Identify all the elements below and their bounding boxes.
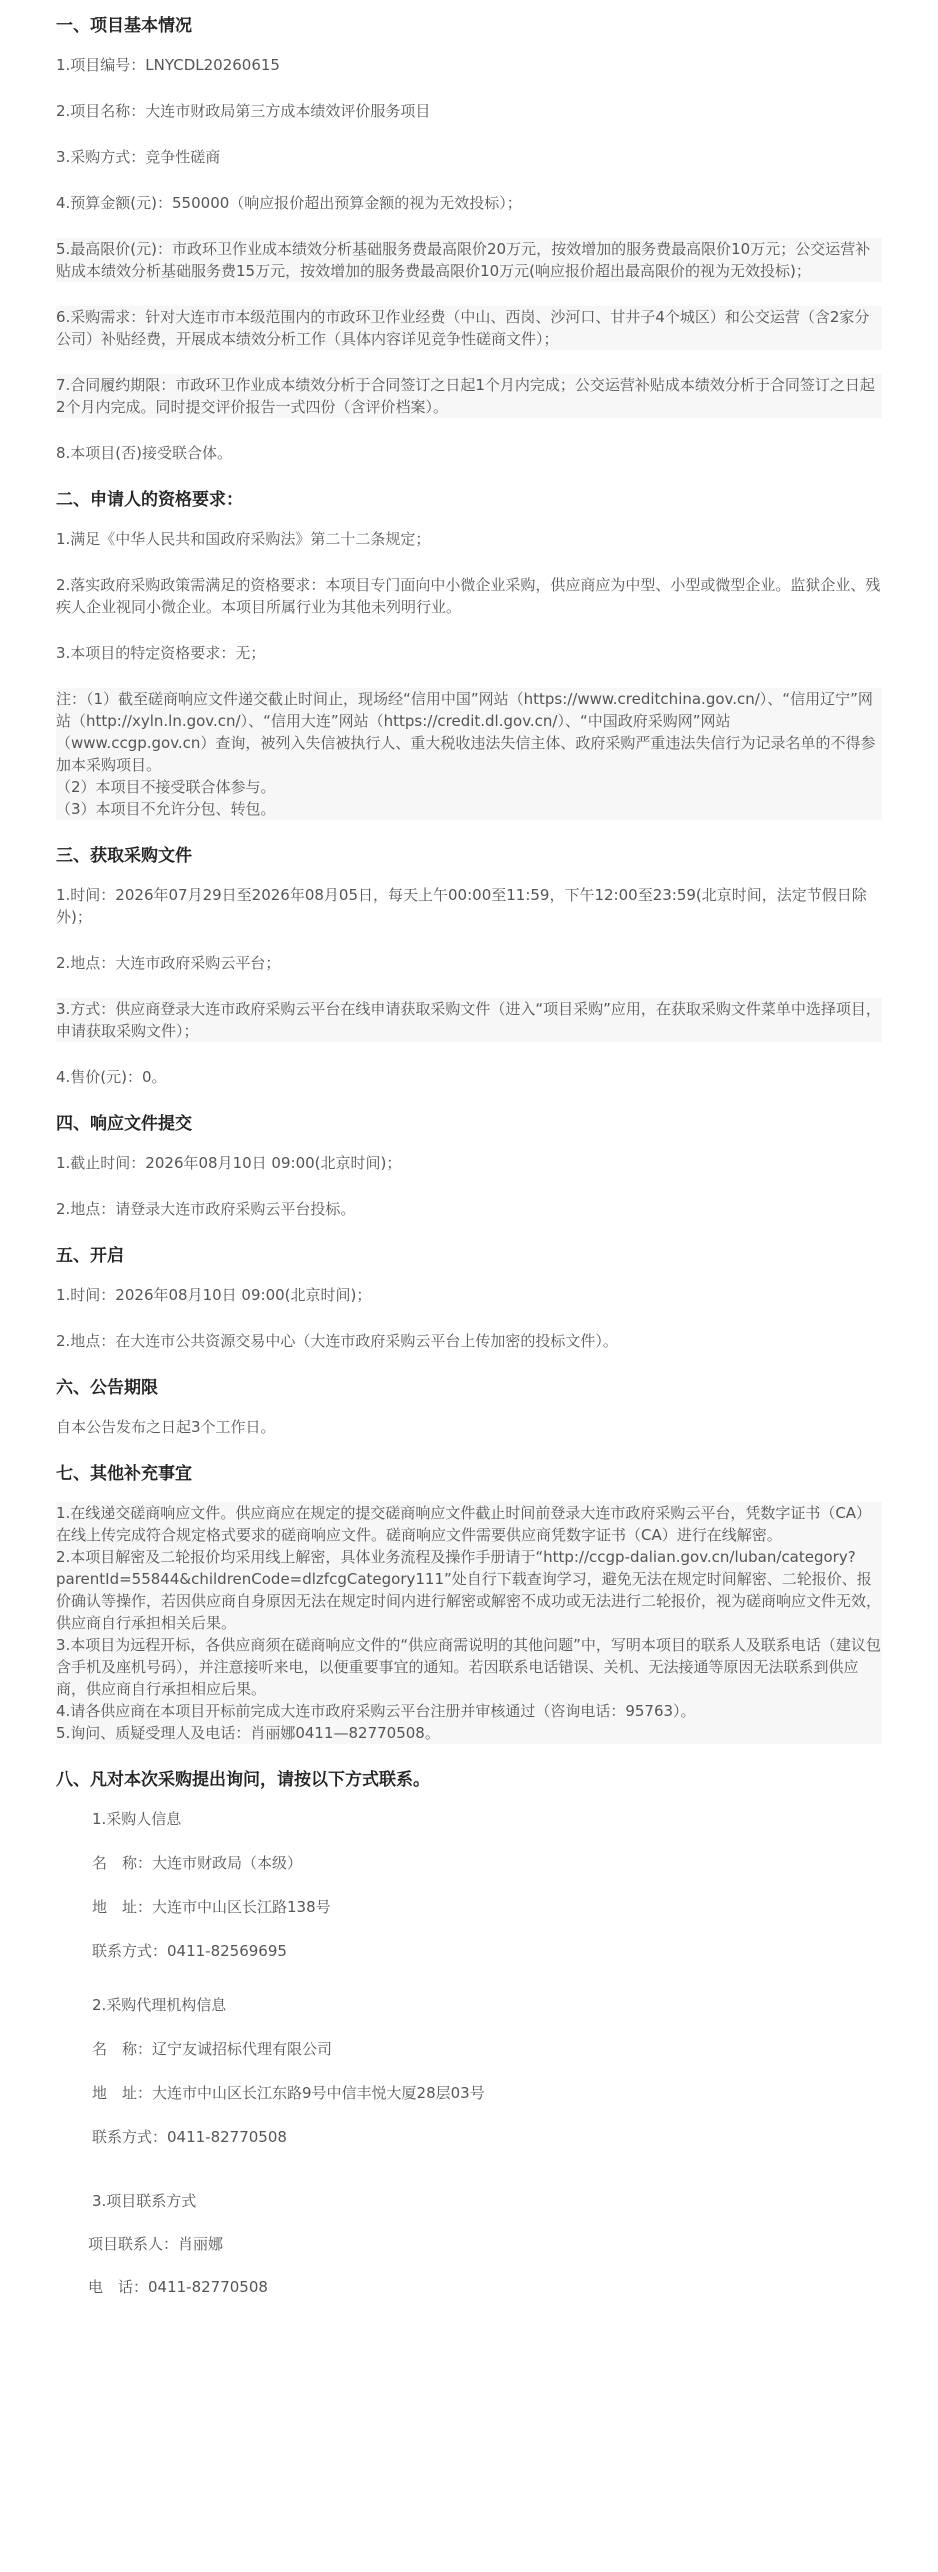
buyer-heading: 1.采购人信息	[92, 1810, 182, 1828]
section-title: 六、公告期限	[56, 1378, 158, 1398]
max-price: 5.最高限价(元)：市政环卫作业成本绩效分析基础服务费最高限价20万元，按效增加的服务费最高限价10万元；公交运营补贴成本绩效分析基础服务费15万元，按效增加的服务费最高限价10万元(响应报价超出最高限价的视为无效投标)；	[56, 238, 882, 282]
buyer-info	[56, 1808, 882, 1962]
contract-period: 7.合同履约期限：市政环卫作业成本绩效分析于合同签订之日起1个月内完成；公交运营补贴成本绩效分析于合同签订之日起2个月内完成。同时提交评价报告一式四份（含评价档案）。	[56, 374, 882, 418]
opening-place: 2.地点：在大连市公共资源交易中心（大连市政府采购云平台上传加密的投标文件）。	[56, 1332, 618, 1350]
agency-phone: 联系方式：0411-82770508	[92, 2128, 287, 2146]
project-contact-phone: 电 话：0411-82770508	[88, 2278, 268, 2296]
procurement-method: 3.采购方式：竞争性磋商	[56, 148, 221, 166]
buyer-address: 地 址：大连市中山区长江路138号	[92, 1898, 331, 1916]
section-title: 五、开启	[56, 1246, 124, 1266]
agency-heading: 2.采购代理机构信息	[92, 1996, 227, 2014]
qualification-3: 3.本项目的特定资格要求：无；	[56, 644, 266, 662]
buyer-phone: 联系方式：0411-82569695	[92, 1942, 287, 1960]
project-contact-info	[56, 2170, 882, 2297]
section-notice-period	[56, 1376, 882, 1438]
agency-address: 地 址：大连市中山区长江东路9号中信丰悦大厦28层03号	[92, 2084, 485, 2102]
other-matters-body: 1.在线递交磋商响应文件。供应商应在规定的提交磋商响应文件截止时间前登录大连市政府采购云平台，凭数字证书（CA）在线上传完成符合规定格式要求的磋商响应文件。磋商响应文件需要供应商凭数字证书（CA）进行在线解密。 2.本项目解密及二轮报价均采用线上解密，具体业务流程及操作手册请于“http://ccgp-dalian.gov.cn/luban/category?parentId=55844&childrenCode=dlzfcgCategory111”处自行下载查询学习，避免无法在规定时间解密、二轮报价、报价确认等操作，若因供应商自身原因无法在规定时间内进行解密或解密不成功或无法进行二轮报价，视为磋商响应文件无效，供应商自行承担相关后果。 3.本项目为远程开标，各供应商须在磋商响应文件的“供应商需说明的其他问题”中，写明本项目的联系人及联系电话（建议包含手机及座机号码），并注意接听来电，以便重要事宜的通知。若因联系电话错误、关机、无法接通等原因无法联系到供应商，供应商自行承担相应后果。 4.请各供应商在本项目开标前完成大连市政府采购云平台注册并审核通过（咨询电话：95763）。 5.询问、质疑受理人及电话：肖丽娜0411—82770508。	[56, 1504, 882, 1742]
section-other-matters	[56, 1462, 882, 1744]
qualification-1: 1.满足《中华人民共和国政府采购法》第二十二条规定；	[56, 530, 431, 548]
notice-period: 自本公告发布之日起3个工作日。	[56, 1418, 276, 1436]
section-opening	[56, 1244, 882, 1352]
qualification-note: 注：（1）截至磋商响应文件递交截止时间止，现场经“信用中国”网站（https://www.creditchina.gov.cn/）、“信用辽宁”网站（http://xyln.ln.gov.cn/）、“信用大连”网站（https://credit.dl.gov.cn/）、“中国政府采购网”网站（www.ccgp.gov.cn）查询，被列入失信被执行人、重大税收违法失信主体、政府采购严重违法失信行为记录名单的不得参加本采购项目。 （2）本项目不接受联合体参与。 （3）本项目不允许分包、转包。	[56, 688, 882, 820]
project-contact-person: 项目联系人：肖丽娜	[88, 2235, 224, 2253]
section-contact	[56, 1768, 882, 2297]
section-basic-info	[56, 14, 882, 464]
procurement-requirement: 6.采购需求：针对大连市市本级范围内的市政环卫作业经费（中山、西岗、沙河口、甘井子4个城区）和公交运营（含2家分公司）补贴经费，开展成本绩效分析工作（具体内容详见竞争性磋商文件）；	[56, 306, 882, 350]
submission-deadline: 1.截止时间：2026年08月10日 09:00(北京时间)；	[56, 1154, 402, 1172]
section-title: 八、凡对本次采购提出询问，请按以下方式联系。	[56, 1770, 430, 1790]
obtain-place: 2.地点：大连市政府采购云平台；	[56, 954, 281, 972]
obtain-price: 4.售价(元)：0。	[56, 1068, 167, 1086]
section-title: 七、其他补充事宜	[56, 1464, 192, 1484]
section-title: 四、响应文件提交	[56, 1114, 192, 1134]
section-qualification	[56, 488, 882, 820]
consortium-note: 8.本项目(否)接受联合体。	[56, 444, 233, 462]
section-title: 二、申请人的资格要求：	[56, 490, 243, 510]
submission-place: 2.地点：请登录大连市政府采购云平台投标。	[56, 1200, 356, 1218]
buyer-name: 名 称：大连市财政局（本级）	[92, 1854, 303, 1872]
section-submission	[56, 1112, 882, 1220]
agency-name: 名 称：辽宁友诚招标代理有限公司	[92, 2040, 333, 2058]
qualification-2: 2.落实政府采购政策需满足的资格要求：本项目专门面向中小微企业采购，供应商应为中型、小型或微型企业。监狱企业、残疾人企业视同小微企业。本项目所属行业为其他未列明行业。	[56, 576, 881, 616]
section-title: 三、获取采购文件	[56, 846, 192, 866]
agency-info	[56, 1984, 882, 2148]
opening-time: 1.时间：2026年08月10日 09:00(北京时间)；	[56, 1286, 372, 1304]
project-name: 2.项目名称：大连市财政局第三方成本绩效评价服务项目	[56, 102, 431, 120]
section-title: 一、项目基本情况	[56, 16, 192, 36]
obtain-method: 3.方式：供应商登录大连市政府采购云平台在线申请获取采购文件（进入“项目采购”应用，在获取采购文件菜单中选择项目，申请获取采购文件）；	[56, 1000, 881, 1040]
project-number: 1.项目编号：LNYCDL20260615	[56, 56, 280, 74]
budget-amount: 4.预算金额(元)：550000（响应报价超出预算金额的视为无效投标）；	[56, 194, 522, 212]
project-contact-heading: 3.项目联系方式	[92, 2192, 197, 2210]
section-obtain-documents	[56, 844, 882, 1088]
obtain-time: 1.时间：2026年07月29日至2026年08月05日，每天上午00:00至11:59，下午12:00至23:59(北京时间，法定节假日除外)；	[56, 886, 867, 926]
